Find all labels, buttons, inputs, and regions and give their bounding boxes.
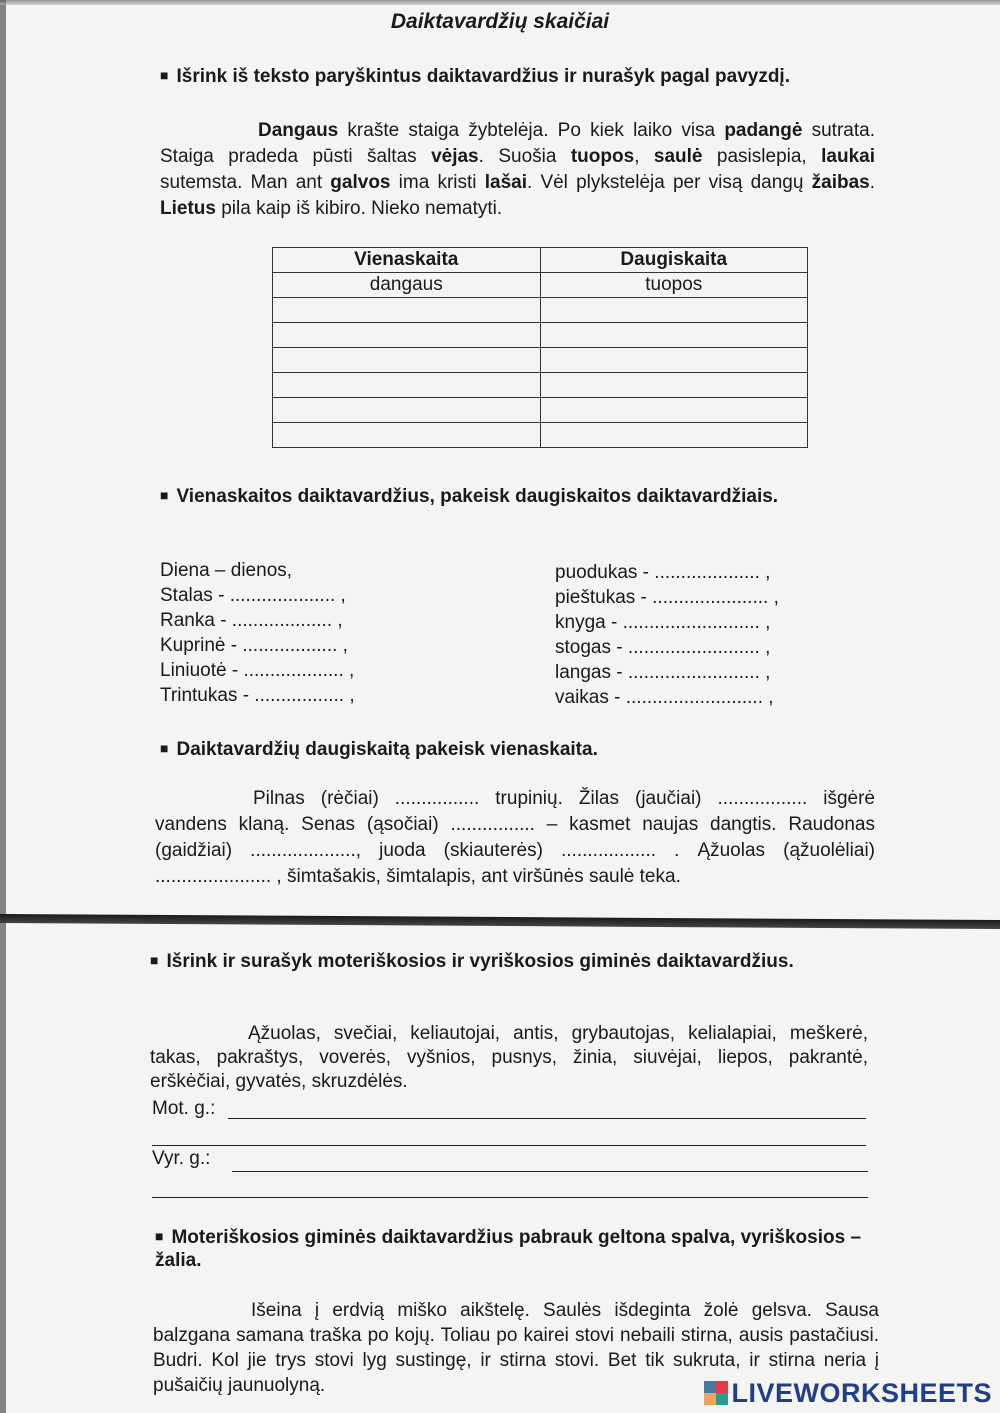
exercise-line[interactable]: Kuprinė - .................. ,	[160, 635, 348, 656]
bold-noun: žaibas	[811, 172, 870, 193]
text-run: . Suošia	[478, 146, 571, 167]
answer-cell[interactable]	[273, 348, 541, 373]
exercise-line[interactable]: stogas - ......................... ,	[555, 637, 771, 658]
answer-cell[interactable]	[273, 398, 541, 423]
exercise-line[interactable]: pieštukas - ...................... ,	[555, 587, 779, 608]
page-title: Daiktavardžių skaičiai	[390, 10, 610, 33]
exercise-line[interactable]: Ranka - ................... ,	[160, 610, 343, 631]
text-run: sutemsta. Man ant	[160, 172, 331, 193]
feminine-answer-line[interactable]	[228, 1118, 866, 1119]
bold-noun: Dangaus	[258, 120, 339, 141]
table-header-plural: Daugiskaita	[540, 248, 808, 273]
liveworksheets-logo: LIVEWORKSHEETS	[704, 1378, 992, 1409]
singular-plural-table	[272, 247, 808, 448]
table-example-singular: dangaus	[273, 273, 541, 298]
answer-cell[interactable]	[540, 373, 808, 398]
bullet-icon: ■	[150, 952, 159, 968]
bullet-icon: ■	[160, 487, 169, 503]
answer-cell[interactable]	[273, 298, 541, 323]
text-run: pila kaip iš kibiro. Nieko nematyti.	[215, 198, 503, 219]
answer-cell[interactable]	[273, 373, 541, 398]
answer-cell[interactable]	[540, 398, 808, 423]
exercise-line[interactable]: puodukas - .................... ,	[555, 562, 771, 583]
exercise-line[interactable]: Liniuotė - ................... ,	[160, 660, 355, 681]
exercise-line: Diena – dienos,	[160, 560, 293, 581]
answer-cell[interactable]	[273, 423, 541, 448]
task5-text[interactable]: Išeina į erdvią miško aikštelę. Saulės išdeginta žolė gelsva. Sausa balzgana samana traška po kojų. Toliau po kairei stovi nebaili stirna, ausis pastačiusi. Budri. Kol jie trys stovi lyg sustingę, ir stirna stovi. Bet tik sukruta, ir stirna neria į pušaičių jaunuolyną.	[153, 1300, 879, 1396]
exercise-line[interactable]: langas - ......................... ,	[555, 662, 771, 683]
exercise-line[interactable]: knyga - .......................... ,	[555, 612, 771, 633]
masculine-answer-line[interactable]	[152, 1197, 868, 1198]
task1-instruction: ■ Išrink iš teksto paryškintus daiktavardžius ir nurašyk pagal pavyzdį.	[160, 66, 790, 87]
table-header-singular: Vienaskaita	[273, 248, 541, 273]
feminine-label: Mot. g.:	[152, 1098, 216, 1119]
bold-noun: laukai	[821, 146, 876, 167]
bold-noun: saulė	[653, 146, 703, 167]
logo-mark-icon	[704, 1381, 728, 1405]
answer-cell[interactable]	[540, 298, 808, 323]
task4-instruction: ■ Išrink ir surašyk moteriškosios ir vyriškosios giminės daiktavardžius.	[150, 951, 794, 972]
page-shadow-edge	[0, 0, 6, 1413]
text-run: sutrata. Staiga pradeda pūsti šaltas	[160, 120, 875, 167]
text-run: .	[869, 172, 875, 193]
bullet-icon: ■	[160, 740, 169, 756]
answer-cell[interactable]	[273, 323, 541, 348]
text-run: pasislepia,	[702, 146, 822, 167]
task2-right-column	[555, 560, 779, 710]
text-run: krašte staiga žybtelėja. Po kiek laiko visa	[338, 120, 725, 141]
exercise-line[interactable]: Stalas - .................... ,	[160, 585, 346, 606]
task2-left-column	[160, 558, 355, 708]
task5-instruction: ■ Moteriškosios giminės daiktavardžius pabrauk geltona spalva, vyriškosios – žalia.	[155, 1227, 862, 1271]
text-run: ima kristi	[390, 172, 485, 193]
table-example-plural: tuopos	[540, 273, 808, 298]
text-run: . Vėl plykstelėja per visą dangų	[526, 172, 812, 193]
bullet-icon: ■	[155, 1228, 164, 1244]
bold-noun: tuopos	[570, 146, 635, 167]
page-divider	[0, 914, 1000, 929]
task2-instruction: ■ Vienaskaitos daiktavardžius, pakeisk daugiskaitos daiktavardžiais.	[160, 486, 779, 507]
task3-instruction: ■ Daiktavardžių daugiskaitą pakeisk vienaskaita.	[160, 739, 598, 760]
exercise-line[interactable]: vaikas - .......................... ,	[555, 687, 774, 708]
masculine-label: Vyr. g.:	[152, 1148, 211, 1169]
bold-noun: lašai	[484, 172, 527, 193]
task4-text: Ąžuolas, svečiai, keliautojai, antis, grybautojas, kelialapiai, meškerė, takas, pakraštys, voverės, vyšnios, pusnys, žinia, siuvėjai, liepos, pakrantė, erškėčiai, gyvatės, skruzdėlės.	[150, 1023, 868, 1092]
bullet-icon: ■	[160, 67, 169, 83]
answer-cell[interactable]	[540, 423, 808, 448]
bold-noun: Lietus	[160, 198, 216, 219]
exercise-line[interactable]: Trintukas - ................. ,	[160, 685, 355, 706]
answer-cell[interactable]	[540, 348, 808, 373]
bold-noun: vėjas	[431, 146, 479, 167]
scan-top-edge	[0, 0, 1000, 5]
bold-noun: galvos	[330, 172, 391, 193]
masculine-answer-line[interactable]	[232, 1171, 868, 1172]
task3-text[interactable]: Pilnas (rėčiai) ................ trupinių. Žilas (jaučiai) ................. išgėrė vandens klaną. Senas (ąsočiai) ................ – kasmet naujas dangtis. Raudonas (gaidžiai) ...................., juoda (skiauterės) .................. . Ąžuolas (ąžuolėliai) ...................... , šimtašakis, šimtalapis, ant viršūnės saulė teka.	[155, 788, 875, 887]
bold-noun: padangė	[724, 120, 803, 141]
answer-cell[interactable]	[540, 323, 808, 348]
task1-text	[160, 118, 875, 222]
text-run: ,	[634, 146, 654, 167]
feminine-answer-line[interactable]	[152, 1145, 866, 1146]
